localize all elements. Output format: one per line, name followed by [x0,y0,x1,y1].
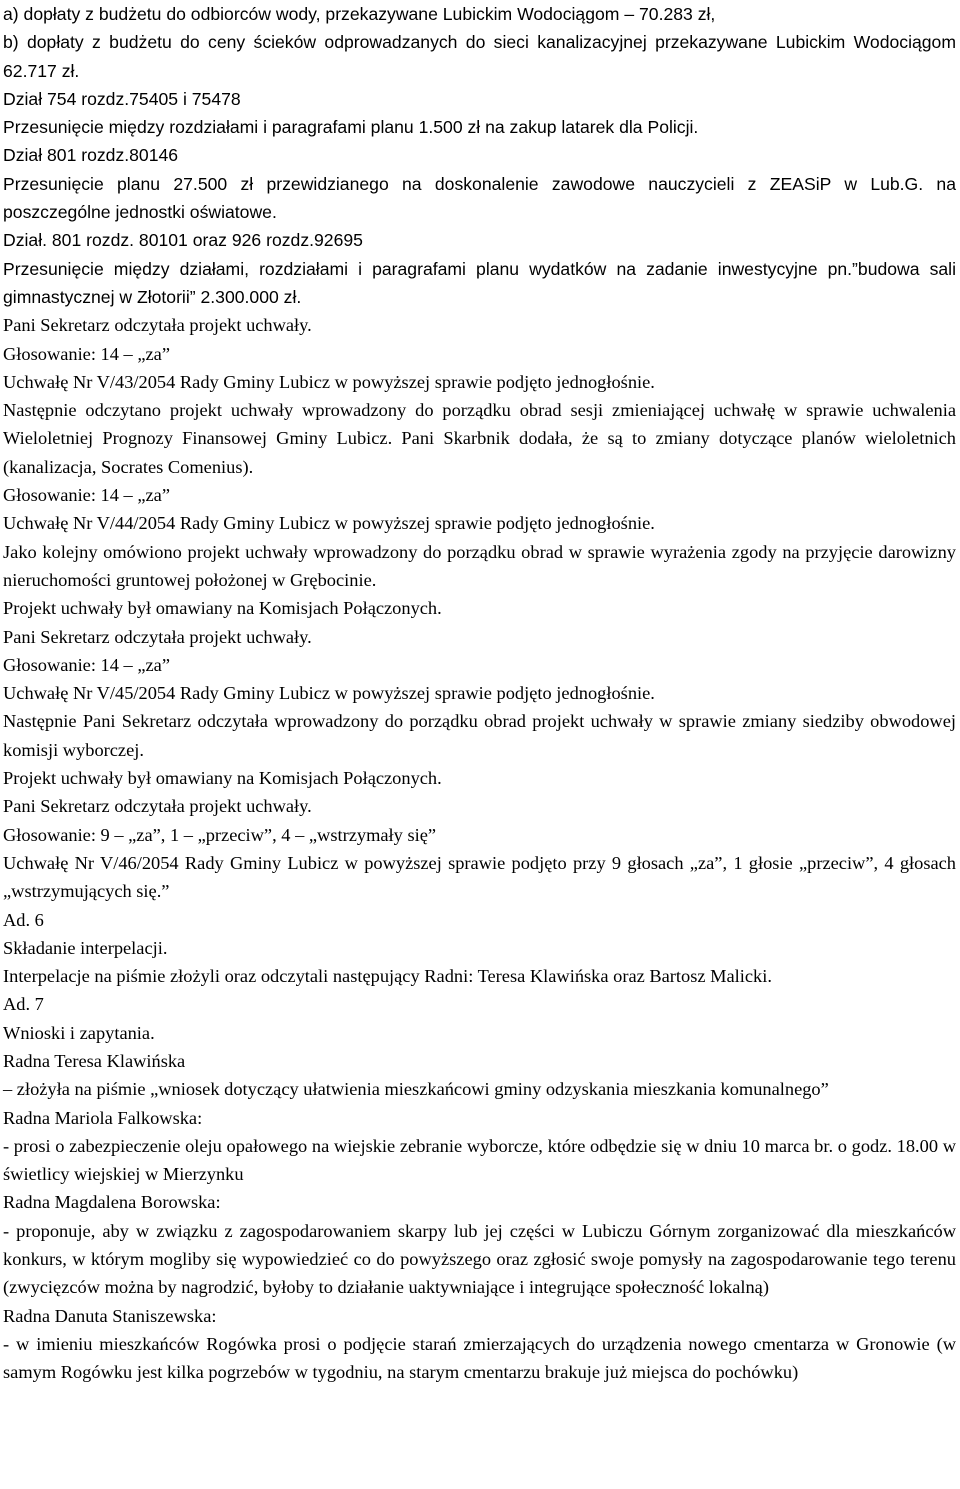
councillor-name: Radna Mariola Falkowska: [3,1107,203,1128]
paragraph-resolution-43: Uchwałę Nr V/43/2054 Rady Gminy Lubicz w powyższej sprawie podjęto jednogłośnie. [3,371,655,392]
paragraph-electoral-commission: Następnie Pani Sekretarz odczytała wprowadzony do porządku obrad projekt uchwały w sprawie zmiany siedziby obwodowej komisji wyborczej. [3,711,956,760]
paragraph-sewage-subsidy: b) dopłaty z budżetu do ceny ścieków odprowadzanych do sieci kanalizacyjnej przekazywane Lubickim Wodociągom 62.717 zł. [3,32,956,81]
councillor-motion: - prosi o zabezpieczenie oleju opałowego na wiejskie zebranie wyborcze, które odbędzie się w dniu 10 marca br. o godz. 18.00 w świetlicy wiejskiej w Mierzynku [3,1135,956,1185]
paragraph-interpellations: Interpelacje na piśmie złożyli oraz odczytali następujący Radni: Teresa Klawińska oraz Bartosz Malicki. [3,966,772,987]
paragraph-donation-project: Jako kolejny omówiono projekt uchwały wprowadzony do porządku obrad w sprawie wyrażenia zgody na przyjęcie darowizny nieruchomości gruntowej położonej w Grębocinie. [3,541,956,590]
councillor-motion: - w imieniu mieszkańców Rogówka prosi o podjęcie starań zmierzających do urządzenia nowego cmentarza w Gronowie (w samym Rogówku jest kilka pogrzebów w tygodniu, na starym cmentarzu brakuje już miejsca do pochówku) [3,1333,956,1383]
paragraph-section-801-80146: Dział 801 rozdz.80146 [3,145,179,166]
councillor-name: Radna Teresa Klawińska [3,1050,186,1071]
councillor-motion: - proponuje, aby w związku z zagospodarowaniem skarpy lub jej części w Lubiczu Górnym zorganizować dla mieszkańców konkurs, w którym mogliby się wypowiedzieć co do powyższego oraz zgłosić swoje pomysły na zagospodarowanie tego terenu (zwycięzców można by nagrodzić, byłoby to działanie uaktywniające i integrujące społeczność lokalną) [3,1220,956,1298]
heading-ad-7: Ad. 7 [3,994,44,1015]
councillor-motion: – złożyła na piśmie „wniosek dotyczący ułatwienia mieszkańcowi gminy odzyskania mieszkania komunalnego” [3,1079,829,1100]
paragraph-financial-forecast: Następnie odczytano projekt uchwały wprowadzony do porządku obrad sesji zmieniającej uchwałę w sprawie uchwalenia Wieloletniej Prognozy Finansowej Gminy Lubicz. Pani Skarbnik dodała, że są to zmiany dotyczące planów wieloletnich (kanalizacja, Socrates Comenius). [3,400,956,477]
paragraph-committees-discussed: Projekt uchwały był omawiany na Komisjach Połączonych. [3,598,442,619]
paragraph-committees-discussed: Projekt uchwały był omawiany na Komisjach Połączonych. [3,768,442,789]
document-page [3,0,956,1387]
paragraph-secretary-read: Pani Sekretarz odczytała projekt uchwały. [3,796,312,817]
paragraph-section-801-926: Dział. 801 rozdz. 80101 oraz 926 rozdz.92695 [3,230,363,251]
paragraph-secretary-read: Pani Sekretarz odczytała projekt uchwały. [3,315,312,336]
heading-motions: Wnioski i zapytania. [3,1022,155,1043]
paragraph-vote: Głosowanie: 14 – „za” [3,343,170,364]
heading-ad-6: Ad. 6 [3,909,44,930]
paragraph-vote: Głosowanie: 9 – „za”, 1 – „przeciw”, 4 – „wstrzymały się” [3,824,437,845]
paragraph-gym-investment: Przesunięcie między działami, rozdziałami i paragrafami planu wydatków na zadanie inwestycyjne pn.”budowa sali gimnastycznej w Złotorii” 2.300.000 zł. [3,258,956,307]
heading-interpellations: Składanie interpelacji. [3,937,168,958]
paragraph-vote: Głosowanie: 14 – „za” [3,654,170,675]
councillor-name: Radna Danuta Staniszewska: [3,1305,217,1326]
paragraph-resolution-44: Uchwałę Nr V/44/2054 Rady Gminy Lubicz w powyższej sprawie podjęto jednogłośnie. [3,513,655,534]
paragraph-resolution-45: Uchwałę Nr V/45/2054 Rady Gminy Lubicz w powyższej sprawie podjęto jednogłośnie. [3,683,655,704]
paragraph-teacher-training-transfer: Przesunięcie planu 27.500 zł przewidzianego na doskonalenie zawodowe nauczycieli z ZEASiP w Lub.G. na poszczególne jednostki oświatowe. [3,173,956,223]
paragraph-vote: Głosowanie: 14 – „za” [3,485,170,506]
paragraph-water-subsidy: a) dopłaty z budżetu do odbiorców wody, przekazywane Lubickim Wodociągom – 70.283 zł, [3,4,716,24]
paragraph-resolution-46: Uchwałę Nr V/46/2054 Rady Gminy Lubicz w powyższej sprawie podjęto przy 9 głosach „za”, 1 głosie „przeciw”, 4 głosach „wstrzymujących się.” [3,852,956,902]
paragraph-police-transfer: Przesunięcie między rozdziałami i paragrafami planu 1.500 zł na zakup latarek dla Policji. [3,117,699,138]
paragraph-section-754: Dział 754 rozdz.75405 i 75478 [3,88,241,109]
paragraph-secretary-read: Pani Sekretarz odczytała projekt uchwały. [3,626,312,647]
councillor-name: Radna Magdalena Borowska: [3,1192,221,1213]
